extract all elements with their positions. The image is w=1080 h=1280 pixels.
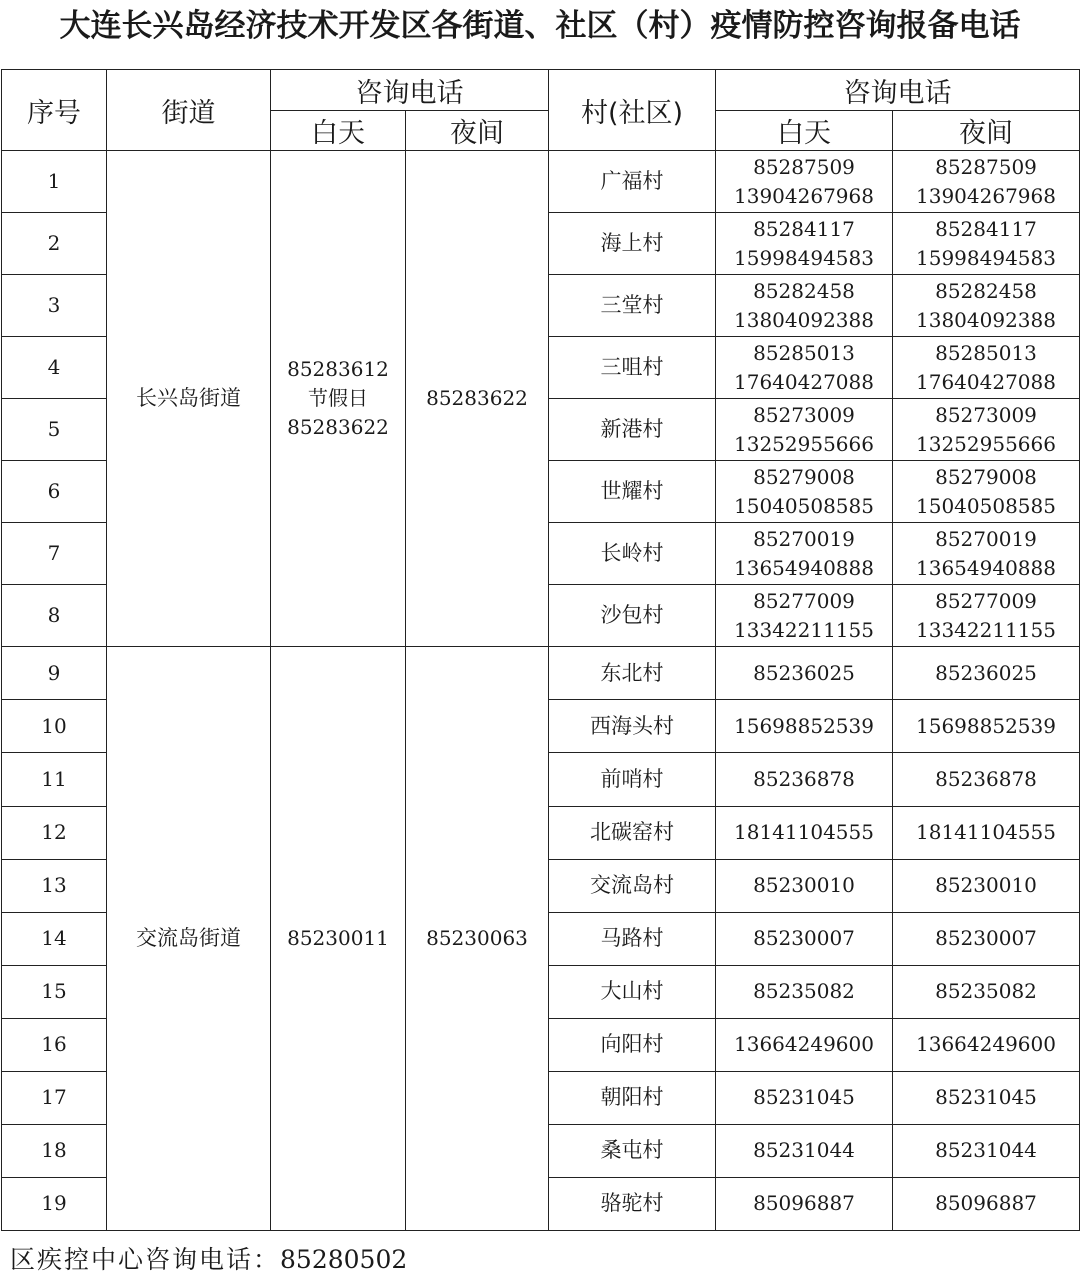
phone-number: 85287509	[935, 154, 1037, 179]
row-seq: 10	[2, 700, 107, 753]
village-day-phone	[716, 151, 893, 213]
phone-number: 85273009	[753, 402, 855, 427]
phone-number: 85285013	[935, 340, 1037, 365]
village-day-phone	[716, 912, 893, 965]
phone-number: 85230010	[935, 873, 1037, 898]
village-day-phone	[716, 647, 893, 700]
phone-number: 85236025	[935, 660, 1037, 685]
village-day-phone	[716, 1018, 893, 1071]
phone-number: 85096887	[935, 1191, 1037, 1216]
village-name: 西海头村	[549, 700, 716, 753]
row-seq: 17	[2, 1071, 107, 1124]
phone-number: 85279008	[753, 464, 855, 489]
phone-number: 85284117	[753, 216, 855, 241]
village-day-phone	[716, 461, 893, 523]
village-name: 新港村	[549, 399, 716, 461]
row-seq: 3	[2, 275, 107, 337]
village-name: 北碳窑村	[549, 806, 716, 859]
phone-number: 85236878	[935, 766, 1037, 791]
header-village: 村(社区)	[549, 70, 716, 151]
table-row	[2, 647, 1080, 700]
phone-number: 85236025	[753, 660, 855, 685]
header-street-consult: 咨询电话	[271, 70, 549, 111]
header-seq: 序号	[2, 70, 107, 151]
street-night-phone: 85230063	[406, 647, 549, 1231]
village-night-phone	[893, 700, 1080, 753]
village-night-phone	[893, 753, 1080, 806]
footer-phone: 85280502	[280, 1245, 408, 1274]
row-seq: 5	[2, 399, 107, 461]
village-night-phone	[893, 275, 1080, 337]
village-name: 长岭村	[549, 523, 716, 585]
header-village-consult: 咨询电话	[716, 70, 1080, 111]
village-night-phone	[893, 806, 1080, 859]
phone-number: 13904267968	[734, 183, 874, 208]
phone-number: 85287509	[753, 154, 855, 179]
village-night-phone	[893, 1071, 1080, 1124]
village-day-phone	[716, 523, 893, 585]
phone-number: 85231044	[935, 1138, 1037, 1163]
village-night-phone	[893, 1124, 1080, 1177]
phone-number: 85282458	[935, 278, 1037, 303]
row-seq: 11	[2, 753, 107, 806]
village-name: 沙包村	[549, 585, 716, 647]
village-day-phone	[716, 213, 893, 275]
row-seq: 19	[2, 1177, 107, 1230]
row-seq: 14	[2, 912, 107, 965]
row-seq: 18	[2, 1124, 107, 1177]
phone-number: 13904267968	[916, 183, 1056, 208]
phone-number: 85283612	[287, 357, 389, 382]
village-name: 桑屯村	[549, 1124, 716, 1177]
header-street-day: 白天	[271, 111, 406, 151]
table-body	[2, 151, 1080, 1231]
phone-number: 15998494583	[734, 245, 874, 270]
phone-number: 15998494583	[916, 245, 1056, 270]
street-name: 交流岛街道	[107, 647, 271, 1231]
phone-number: 13252955666	[916, 431, 1056, 456]
phone-number: 85230011	[287, 926, 389, 951]
village-day-phone	[716, 1124, 893, 1177]
village-name: 广福村	[549, 151, 716, 213]
phone-number: 13664249600	[734, 1032, 874, 1057]
phone-number: 85273009	[935, 402, 1037, 427]
village-name: 三咀村	[549, 337, 716, 399]
village-night-phone	[893, 965, 1080, 1018]
row-seq: 2	[2, 213, 107, 275]
phone-number: 85096887	[753, 1191, 855, 1216]
row-seq: 13	[2, 859, 107, 912]
village-day-phone	[716, 1071, 893, 1124]
table-row	[2, 151, 1080, 213]
phone-number: 85284117	[935, 216, 1037, 241]
village-night-phone	[893, 859, 1080, 912]
phone-number: 13342211155	[734, 617, 874, 642]
village-night-phone	[893, 647, 1080, 700]
header-village-day: 白天	[716, 111, 893, 151]
village-day-phone	[716, 753, 893, 806]
street-night-phone: 85283622	[406, 151, 549, 647]
village-night-phone	[893, 337, 1080, 399]
village-day-phone	[716, 337, 893, 399]
village-day-phone	[716, 700, 893, 753]
village-name: 东北村	[549, 647, 716, 700]
phone-number: 15040508585	[734, 493, 874, 518]
phone-number: 17640427088	[734, 369, 874, 394]
row-seq: 16	[2, 1018, 107, 1071]
phone-number: 85270019	[753, 526, 855, 551]
footer-label: 区疾控中心咨询电话：	[10, 1245, 281, 1274]
village-name: 海上村	[549, 213, 716, 275]
village-name: 三堂村	[549, 275, 716, 337]
phone-number: 85279008	[935, 464, 1037, 489]
village-day-phone	[716, 965, 893, 1018]
phone-number: 13664249600	[916, 1032, 1056, 1057]
village-day-phone	[716, 806, 893, 859]
village-day-phone	[716, 585, 893, 647]
phone-number: 85235082	[935, 979, 1037, 1004]
village-name: 马路村	[549, 912, 716, 965]
village-day-phone	[716, 859, 893, 912]
phone-number: 15040508585	[916, 493, 1056, 518]
phone-number: 18141104555	[734, 820, 874, 845]
phone-number: 85285013	[753, 340, 855, 365]
phone-number: 85270019	[935, 526, 1037, 551]
phone-number: 85231045	[935, 1085, 1037, 1110]
phone-number: 13804092388	[734, 307, 874, 332]
phone-number: 13342211155	[916, 617, 1056, 642]
village-name: 朝阳村	[549, 1071, 716, 1124]
phone-number: 85277009	[935, 588, 1037, 613]
row-seq: 6	[2, 461, 107, 523]
phone-number: 13804092388	[916, 307, 1056, 332]
page-title: 大连长兴岛经济技术开发区各街道、社区（村）疫情防控咨询报备电话	[59, 8, 1021, 44]
row-seq: 9	[2, 647, 107, 700]
phone-number: 13654940888	[734, 555, 874, 580]
footer	[10, 1240, 407, 1280]
phone-number: 85231044	[753, 1138, 855, 1163]
phone-number: 13252955666	[734, 431, 874, 456]
phone-number: 85230010	[753, 873, 855, 898]
village-name: 交流岛村	[549, 859, 716, 912]
village-name: 大山村	[549, 965, 716, 1018]
phone-number: 85283622	[287, 415, 389, 440]
village-night-phone	[893, 1177, 1080, 1230]
street-day-phone	[271, 151, 406, 647]
village-day-phone	[716, 399, 893, 461]
phone-number: 85230007	[935, 926, 1037, 951]
header-street-night: 夜间	[406, 111, 549, 151]
village-night-phone	[893, 151, 1080, 213]
village-night-phone	[893, 213, 1080, 275]
phone-number: 18141104555	[916, 820, 1056, 845]
row-seq: 8	[2, 585, 107, 647]
header-street: 街道	[107, 70, 271, 151]
street-name: 长兴岛街道	[107, 151, 271, 647]
phone-number: 85236878	[753, 766, 855, 791]
phone-number: 节假日	[308, 386, 368, 411]
village-name: 向阳村	[549, 1018, 716, 1071]
phone-number: 85235082	[753, 979, 855, 1004]
phone-number: 85282458	[753, 278, 855, 303]
phone-number: 85277009	[753, 588, 855, 613]
village-night-phone	[893, 461, 1080, 523]
row-seq: 4	[2, 337, 107, 399]
row-seq: 1	[2, 151, 107, 213]
village-night-phone	[893, 399, 1080, 461]
phone-number: 85231045	[753, 1085, 855, 1110]
village-night-phone	[893, 1018, 1080, 1071]
row-seq: 15	[2, 965, 107, 1018]
village-night-phone	[893, 585, 1080, 647]
phone-number: 13654940888	[916, 555, 1056, 580]
phone-number: 15698852539	[916, 713, 1056, 738]
header-village-night: 夜间	[893, 111, 1080, 151]
village-day-phone	[716, 1177, 893, 1230]
village-name: 前哨村	[549, 753, 716, 806]
row-seq: 7	[2, 523, 107, 585]
village-day-phone	[716, 275, 893, 337]
village-name: 世耀村	[549, 461, 716, 523]
village-name: 骆驼村	[549, 1177, 716, 1230]
phone-number: 17640427088	[916, 369, 1056, 394]
village-night-phone	[893, 523, 1080, 585]
phone-number: 15698852539	[734, 713, 874, 738]
phone-number: 85230007	[753, 926, 855, 951]
village-night-phone	[893, 912, 1080, 965]
contact-table	[1, 69, 1080, 1231]
row-seq: 12	[2, 806, 107, 859]
street-day-phone	[271, 647, 406, 1231]
